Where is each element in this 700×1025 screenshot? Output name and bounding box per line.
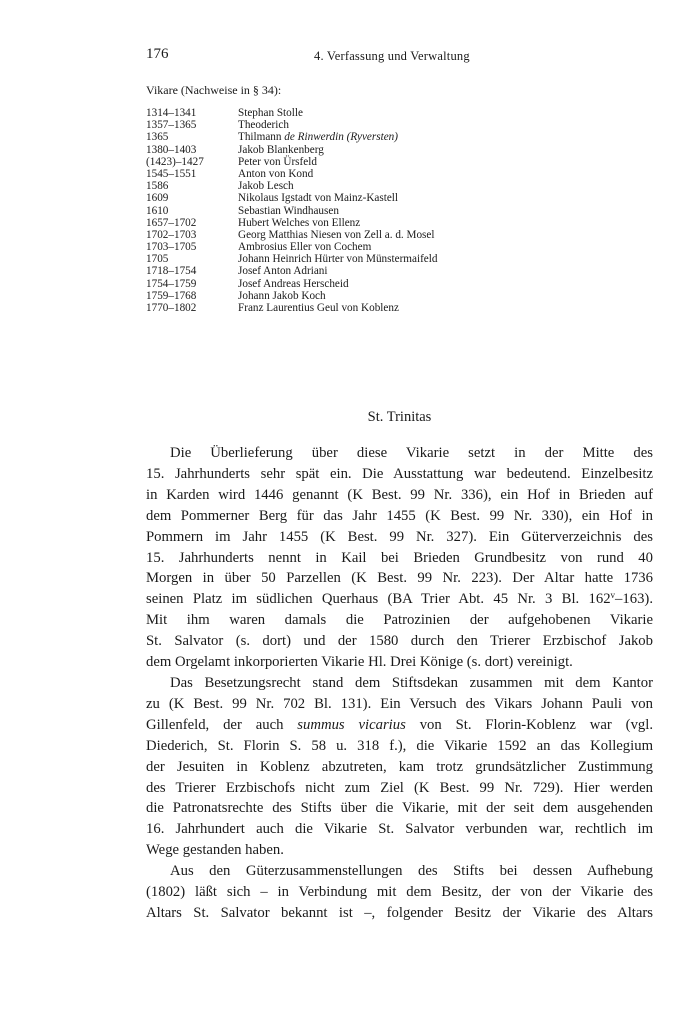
vicar-row: [146, 302, 653, 314]
text-line: Gillenfeld, der auch summus vicarius von St. Florin-Koblenz war (vgl.: [146, 716, 654, 733]
text-line: Mit ihm waren damals die Patrozinien der aufgehobenen Vikarie: [146, 612, 653, 629]
vicar-years: (1423)–1427: [146, 155, 204, 168]
vicar-name: Johann Jakob Koch: [238, 289, 326, 302]
vicar-list: [146, 107, 653, 314]
vicar-years: 1380–1403: [146, 143, 197, 156]
vicar-years: 1610: [146, 204, 169, 217]
vicar-years: 1657–1702: [146, 216, 197, 229]
paragraph: [146, 673, 653, 861]
text-line: des Trierer Erzbischofs nicht zum Ziel (K Best. 99 Nr. 729). Hier werden: [146, 779, 653, 796]
text-line: Wege gestanden haben.: [146, 842, 284, 859]
vicar-years: 1702–1703: [146, 228, 197, 241]
vicar-years: 1770–1802: [146, 302, 197, 314]
vicar-row: [146, 290, 653, 302]
vicar-row: [146, 119, 653, 131]
text-line: Diederich, St. Florin S. 58 u. 318 f.), die Vikarie 1592 an das Kollegium: [146, 737, 653, 754]
vicar-list-heading: Vikare (Nachweise in § 34):: [146, 83, 282, 97]
page-number: 176: [146, 46, 169, 62]
vicar-row: [146, 205, 653, 217]
vicar-name: Jakob Blankenberg: [238, 143, 324, 156]
vicar-row: [146, 217, 653, 229]
text-line: der Jesuiten in Koblenz abzutreten, kam trotz grundsätzlicher Zustimmung: [146, 758, 653, 775]
text-line: seinen Platz im südlichen Querhaus (BA Trier Abt. 45 Nr. 3 Bl. 162$^v$–163).: [146, 590, 653, 608]
text-line: Das Besetzungsrecht stand dem Stiftsdekan zusammen mit dem Kantor: [170, 674, 653, 691]
vicar-years: 1703–1705: [146, 241, 197, 254]
vicar-years: 1357–1365: [146, 119, 197, 132]
vicar-years: 1705: [146, 253, 169, 266]
text-line: 15. Jahrhunderts sehr spät ein. Die Ausstattung war bedeutend. Einzelbesitz: [146, 465, 653, 482]
vicar-row: [146, 229, 653, 241]
body-text: [146, 443, 653, 924]
text-line: die Patronatsrechte des Stifts über die Vikarie, mit der seit dem ausgehenden: [146, 800, 653, 817]
text-line: zu (K Best. 99 Nr. 702 Bl. 131). Ein Versuch des Vikars Johann Pauli von: [146, 695, 653, 712]
vicar-name: Josef Andreas Herscheid: [238, 277, 349, 290]
vicar-row: [146, 131, 653, 143]
text-line: Aus den Güterzusammenstellungen des Stifts bei dessen Aufhebung: [170, 863, 653, 880]
vicar-years: 1759–1768: [146, 289, 197, 302]
vicar-name: Georg Matthias Niesen von Zell a. d. Mosel: [238, 228, 435, 241]
text-line: dem Pommerner Berg für das Jahr 1455 (K Best. 99 Nr. 330), ein Hof in: [146, 507, 653, 524]
vicar-name: Stephan Stolle: [238, 107, 303, 119]
vicar-row: [146, 156, 653, 168]
vicar-row: [146, 168, 653, 180]
vicar-years: 1586: [146, 180, 169, 193]
vicar-name: Sebastian Windhausen: [238, 204, 339, 217]
vicar-name: Peter von Ürsfeld: [238, 155, 317, 168]
vicar-name: Franz Laurentius Geul von Koblenz: [238, 302, 399, 314]
vicar-row: [146, 278, 653, 290]
vicar-years: 1545–1551: [146, 167, 197, 180]
text-line: Morgen in über 50 Parzellen (K Best. 99 Nr. 223). Der Altar hatte 1736: [146, 570, 653, 587]
paragraph: [146, 861, 653, 924]
text-line: 15. Jahrhunderts nennt in Kail bei Brieden Grundbesitz von rund 40: [146, 549, 653, 566]
vicar-name: Hubert Welches von Ellenz: [238, 216, 361, 229]
vicar-name: Anton von Kond: [238, 167, 314, 180]
section-title: St. Trinitas: [367, 409, 432, 425]
vicar-years: 1365: [146, 131, 169, 144]
vicar-years: 1314–1341: [146, 107, 197, 119]
text-line: 16. Jahrhundert auch die Vikarie St. Salvator verbunden war, rechtlich im: [146, 821, 653, 838]
vicar-name: Ambrosius Eller von Cochem: [238, 241, 372, 254]
text-line: (1802) läßt sich – in Verbindung mit dem Besitz, der von der Vikarie des: [146, 884, 653, 901]
text-line: St. Salvator (s. dort) und der 1580 durch den Trierer Erzbischof Jakob: [146, 633, 653, 650]
vicar-row: [146, 180, 653, 192]
vicar-row: [146, 265, 653, 277]
vicar-name: Nikolaus Igstadt von Mainz-Kastell: [238, 192, 399, 205]
vicar-years: 1754–1759: [146, 277, 197, 290]
vicar-name: Johann Heinrich Hürter von Münstermaifeld: [238, 253, 438, 266]
text-line: in Karden wird 1446 genannt (K Best. 99 Nr. 336), ein Hof in Brieden auf: [146, 486, 653, 503]
vicar-row: [146, 107, 653, 119]
vicar-name: Jakob Lesch: [238, 180, 294, 193]
text-line: Die Überlieferung über diese Vikarie setzt in der Mitte des: [170, 445, 653, 461]
text-line: Altars St. Salvator bekannt ist –, folgender Besitz der Vikarie des Altars: [146, 904, 653, 921]
vicar-row: [146, 144, 653, 156]
text-line: dem Orgelamt inkorporierten Vikarie Hl. Drei Könige (s. dort) vereinigt.: [146, 654, 573, 671]
vicar-row: [146, 241, 653, 253]
vicar-name: Josef Anton Adriani: [238, 265, 328, 278]
vicar-row: [146, 192, 653, 204]
vicar-name: Thilmann de Rinwerdin (Ryversten): [238, 131, 399, 144]
vicar-row: [146, 253, 653, 265]
vicar-years: 1718–1754: [146, 265, 197, 278]
running-title: 4. Verfassung und Verwaltung: [314, 49, 470, 63]
vicar-name: Theoderich: [238, 119, 289, 132]
vicar-years: 1609: [146, 192, 169, 205]
page-header: [146, 46, 653, 66]
text-line: Pommern im Jahr 1455 (K Best. 99 Nr. 327). Ein Güterverzeichnis des: [146, 528, 653, 545]
paragraph: [146, 443, 653, 673]
